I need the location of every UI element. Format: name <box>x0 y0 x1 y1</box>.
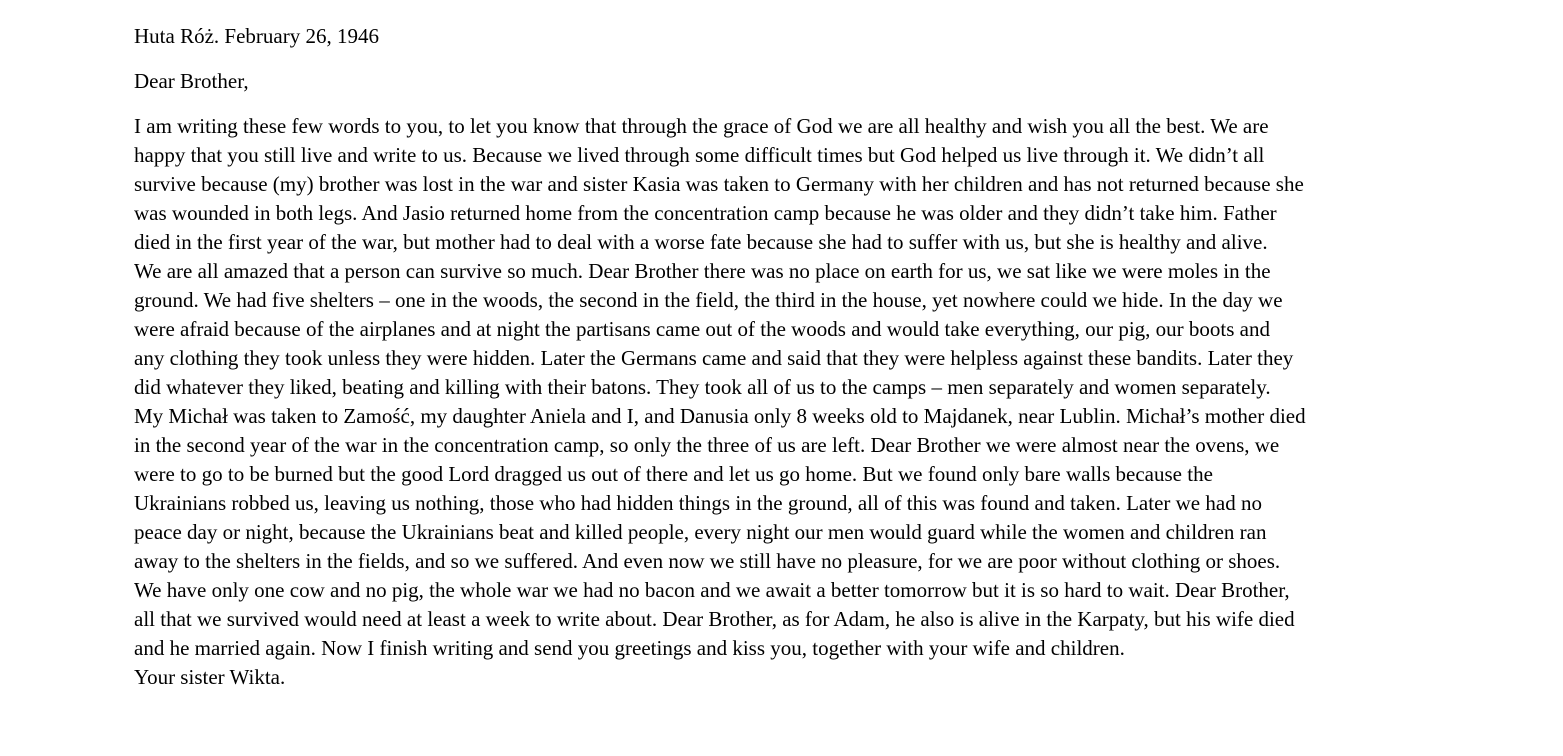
letter-body-line: Ukrainians robbed us, leaving us nothing, those who had hidden things in the ground, all of this was found and taken. Later we had no <box>134 491 1262 515</box>
letter-signature: Your sister Wikta. <box>134 665 286 689</box>
letter-body-line: all that we survived would need at least a week to write about. Dear Brother, as for Adam, he also is alive in the Karpaty, but his wife died <box>134 607 1295 631</box>
letter-body <box>134 112 1434 692</box>
letter-body-line: We have only one cow and no pig, the whole war we had no bacon and we await a better tomorrow but it is so hard to wait. Dear Brother, <box>134 578 1290 602</box>
letter-body-line: died in the first year of the war, but mother had to deal with a worse fate because she had to suffer with us, but she is healthy and alive. <box>134 230 1268 254</box>
letter-body-line: in the second year of the war in the concentration camp, so only the three of us are left. Dear Brother we were almost near the ovens, we <box>134 433 1280 457</box>
letter-body-line: peace day or night, because the Ukrainians beat and killed people, every night our men would guard while the women and children ran <box>134 520 1267 544</box>
letter-body-line: and he married again. Now I finish writing and send you greetings and kiss you, together with your wife and children. <box>134 636 1125 660</box>
letter-body-line: survive because (my) brother was lost in the war and sister Kasia was taken to Germany with her children and has not returned because she <box>134 172 1304 196</box>
letter-body-line: was wounded in both legs. And Jasio returned home from the concentration camp because he was older and they didn’t take him. Father <box>134 201 1277 225</box>
letter-body-line: any clothing they took unless they were hidden. Later the Germans came and said that they were helpless against these bandits. Later they <box>134 346 1294 370</box>
letter-body-line: I am writing these few words to you, to let you know that through the grace of God we are all healthy and wish you all the best. We are <box>134 114 1269 138</box>
letter-body-line: away to the shelters in the fields, and so we suffered. And even now we still have no pleasure, for we are poor without clothing or shoes. <box>134 549 1281 573</box>
letter-body-line: were afraid because of the airplanes and at night the partisans came out of the woods and would take everything, our pig, our boots and <box>134 317 1270 341</box>
letter-body-line: ground. We had five shelters – one in the woods, the second in the field, the third in the house, yet nowhere could we hide. In the day we <box>134 288 1283 312</box>
letter-body-line: happy that you still live and write to us. Because we lived through some difficult times but God helped us live through it. We didn’t all <box>134 143 1265 167</box>
letter-body-line: were to go to be burned but the good Lord dragged us out of there and let us go home. But we found only bare walls because the <box>134 462 1213 486</box>
letter-page <box>134 22 1434 692</box>
letter-dateline: Huta Róż. February 26, 1946 <box>134 24 379 48</box>
letter-body-line: We are all amazed that a person can survive so much. Dear Brother there was no place on earth for us, we sat like we were moles in the <box>134 259 1271 283</box>
letter-body-line: did whatever they liked, beating and killing with their batons. They took all of us to the camps – men separately and women separately. <box>134 375 1271 399</box>
letter-salutation: Dear Brother, <box>134 69 249 93</box>
letter-body-line: My Michał was taken to Zamość, my daughter Aniela and I, and Danusia only 8 weeks old to Majdanek, near Lublin. Michał’s mother died <box>134 404 1306 428</box>
